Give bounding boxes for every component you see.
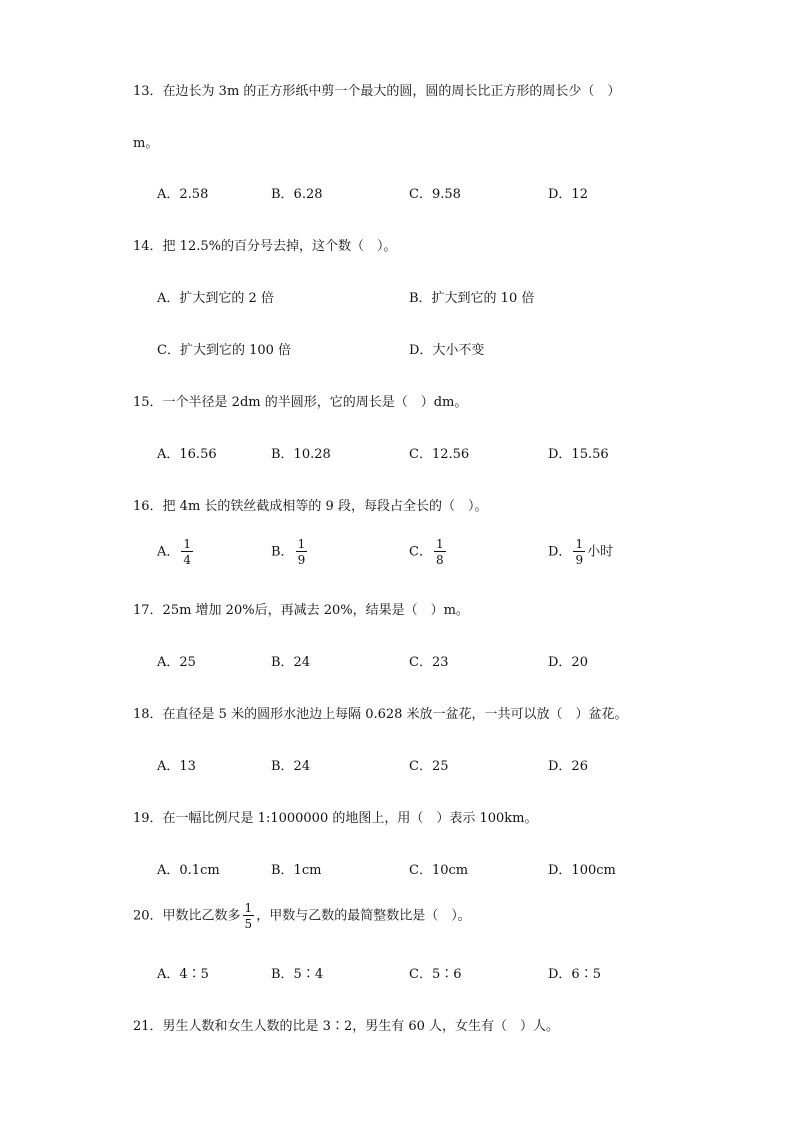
question-21: 21．男生人数和女生人数的比是 3∶2，男生有 60 人，女生有（ ）人。 — [133, 1019, 560, 1034]
option-b[interactable] — [271, 538, 309, 566]
question-20-text-before: 20．甲数比乙数多 — [133, 908, 241, 924]
option-b[interactable]: B．5∶4 — [271, 967, 324, 982]
option-c[interactable]: C．10cm — [409, 863, 469, 878]
option-d[interactable]: D．100cm — [548, 863, 616, 878]
option-d[interactable]: D．6∶5 — [548, 967, 601, 982]
question-19: 19．在一幅比例尺是 1:1000000 的地图上，用（ ）表示 100km。 — [133, 811, 538, 826]
option-b[interactable]: B．6.28 — [271, 187, 323, 202]
fraction-numerator: 1 — [435, 537, 444, 551]
fraction — [434, 538, 446, 566]
option-c[interactable]: C．23 — [409, 655, 449, 670]
fraction-denominator: 9 — [297, 553, 306, 567]
question-13-continuation: m。 — [133, 136, 159, 151]
question-15: 15．一个半径是 2dm 的半圆形，它的周长是（ ）dm。 — [133, 395, 468, 410]
question-18: 18．在直径是 5 米的圆形水池边上每隔 0.628 米放一盆花，一共可以放（ ）盆花。 — [133, 707, 628, 722]
fraction-denominator: 4 — [183, 553, 192, 567]
option-c[interactable]: C．9.58 — [409, 187, 461, 202]
question-20-text-after: ，甲数与乙数的最简整数比是（ ）。 — [256, 908, 471, 924]
option-b[interactable]: B．扩大到它的 10 倍 — [409, 291, 535, 306]
option-c[interactable]: C．25 — [409, 759, 449, 774]
option-c[interactable] — [409, 538, 448, 566]
fraction-denominator: 5 — [244, 917, 253, 931]
option-a[interactable]: A．4∶5 — [157, 967, 209, 982]
fraction-denominator: 8 — [435, 553, 444, 567]
option-d[interactable]: D．26 — [548, 759, 588, 774]
question-16: 16．把 4m 长的铁丝截成相等的 9 段，每段占全长的（ ）。 — [133, 499, 488, 514]
option-suffix: 小时 — [587, 544, 614, 560]
option-c[interactable]: C．扩大到它的 100 倍 — [157, 343, 292, 358]
fraction — [243, 902, 255, 930]
option-a[interactable]: A．扩大到它的 2 倍 — [157, 291, 274, 306]
question-17: 17．25m 增加 20%后，再减去 20%，结果是（ ）m。 — [133, 603, 469, 618]
question-14: 14．把 12.5%的百分号去掉，这个数（ ）。 — [133, 239, 397, 254]
fraction-numerator: 1 — [575, 537, 584, 551]
option-a[interactable]: A．0.1cm — [157, 863, 220, 878]
option-a[interactable]: A．25 — [157, 655, 196, 670]
option-b[interactable]: B．24 — [271, 759, 311, 774]
option-b[interactable]: B．1cm — [271, 863, 322, 878]
fraction-numerator: 1 — [183, 537, 192, 551]
fraction — [181, 538, 193, 566]
fraction-denominator: 9 — [575, 553, 584, 567]
option-d[interactable] — [548, 538, 613, 566]
option-label: B． — [271, 544, 294, 560]
option-c[interactable]: C．5∶6 — [409, 967, 462, 982]
option-label: C． — [409, 544, 432, 560]
option-b[interactable]: B．10.28 — [271, 447, 331, 462]
question-20 — [133, 902, 794, 930]
fraction-numerator: 1 — [297, 537, 306, 551]
option-a[interactable]: A．13 — [157, 759, 196, 774]
fraction — [296, 538, 308, 566]
option-c[interactable]: C．12.56 — [409, 447, 470, 462]
option-label: D． — [548, 544, 572, 560]
option-d[interactable]: D．12 — [548, 187, 588, 202]
fraction — [573, 538, 585, 566]
option-d[interactable]: D．15.56 — [548, 447, 609, 462]
option-d[interactable]: D．大小不变 — [409, 343, 485, 358]
option-a[interactable] — [157, 538, 195, 566]
question-13: 13．在边长为 3m 的正方形纸中剪一个最大的圆，圆的周长比正方形的周长少（ ） — [133, 84, 621, 99]
fraction-numerator: 1 — [244, 901, 253, 915]
option-d[interactable]: D．20 — [548, 655, 588, 670]
option-a[interactable]: A．2.58 — [157, 187, 209, 202]
option-a[interactable]: A．16.56 — [157, 447, 217, 462]
option-b[interactable]: B．24 — [271, 655, 311, 670]
option-label: A． — [157, 544, 180, 560]
